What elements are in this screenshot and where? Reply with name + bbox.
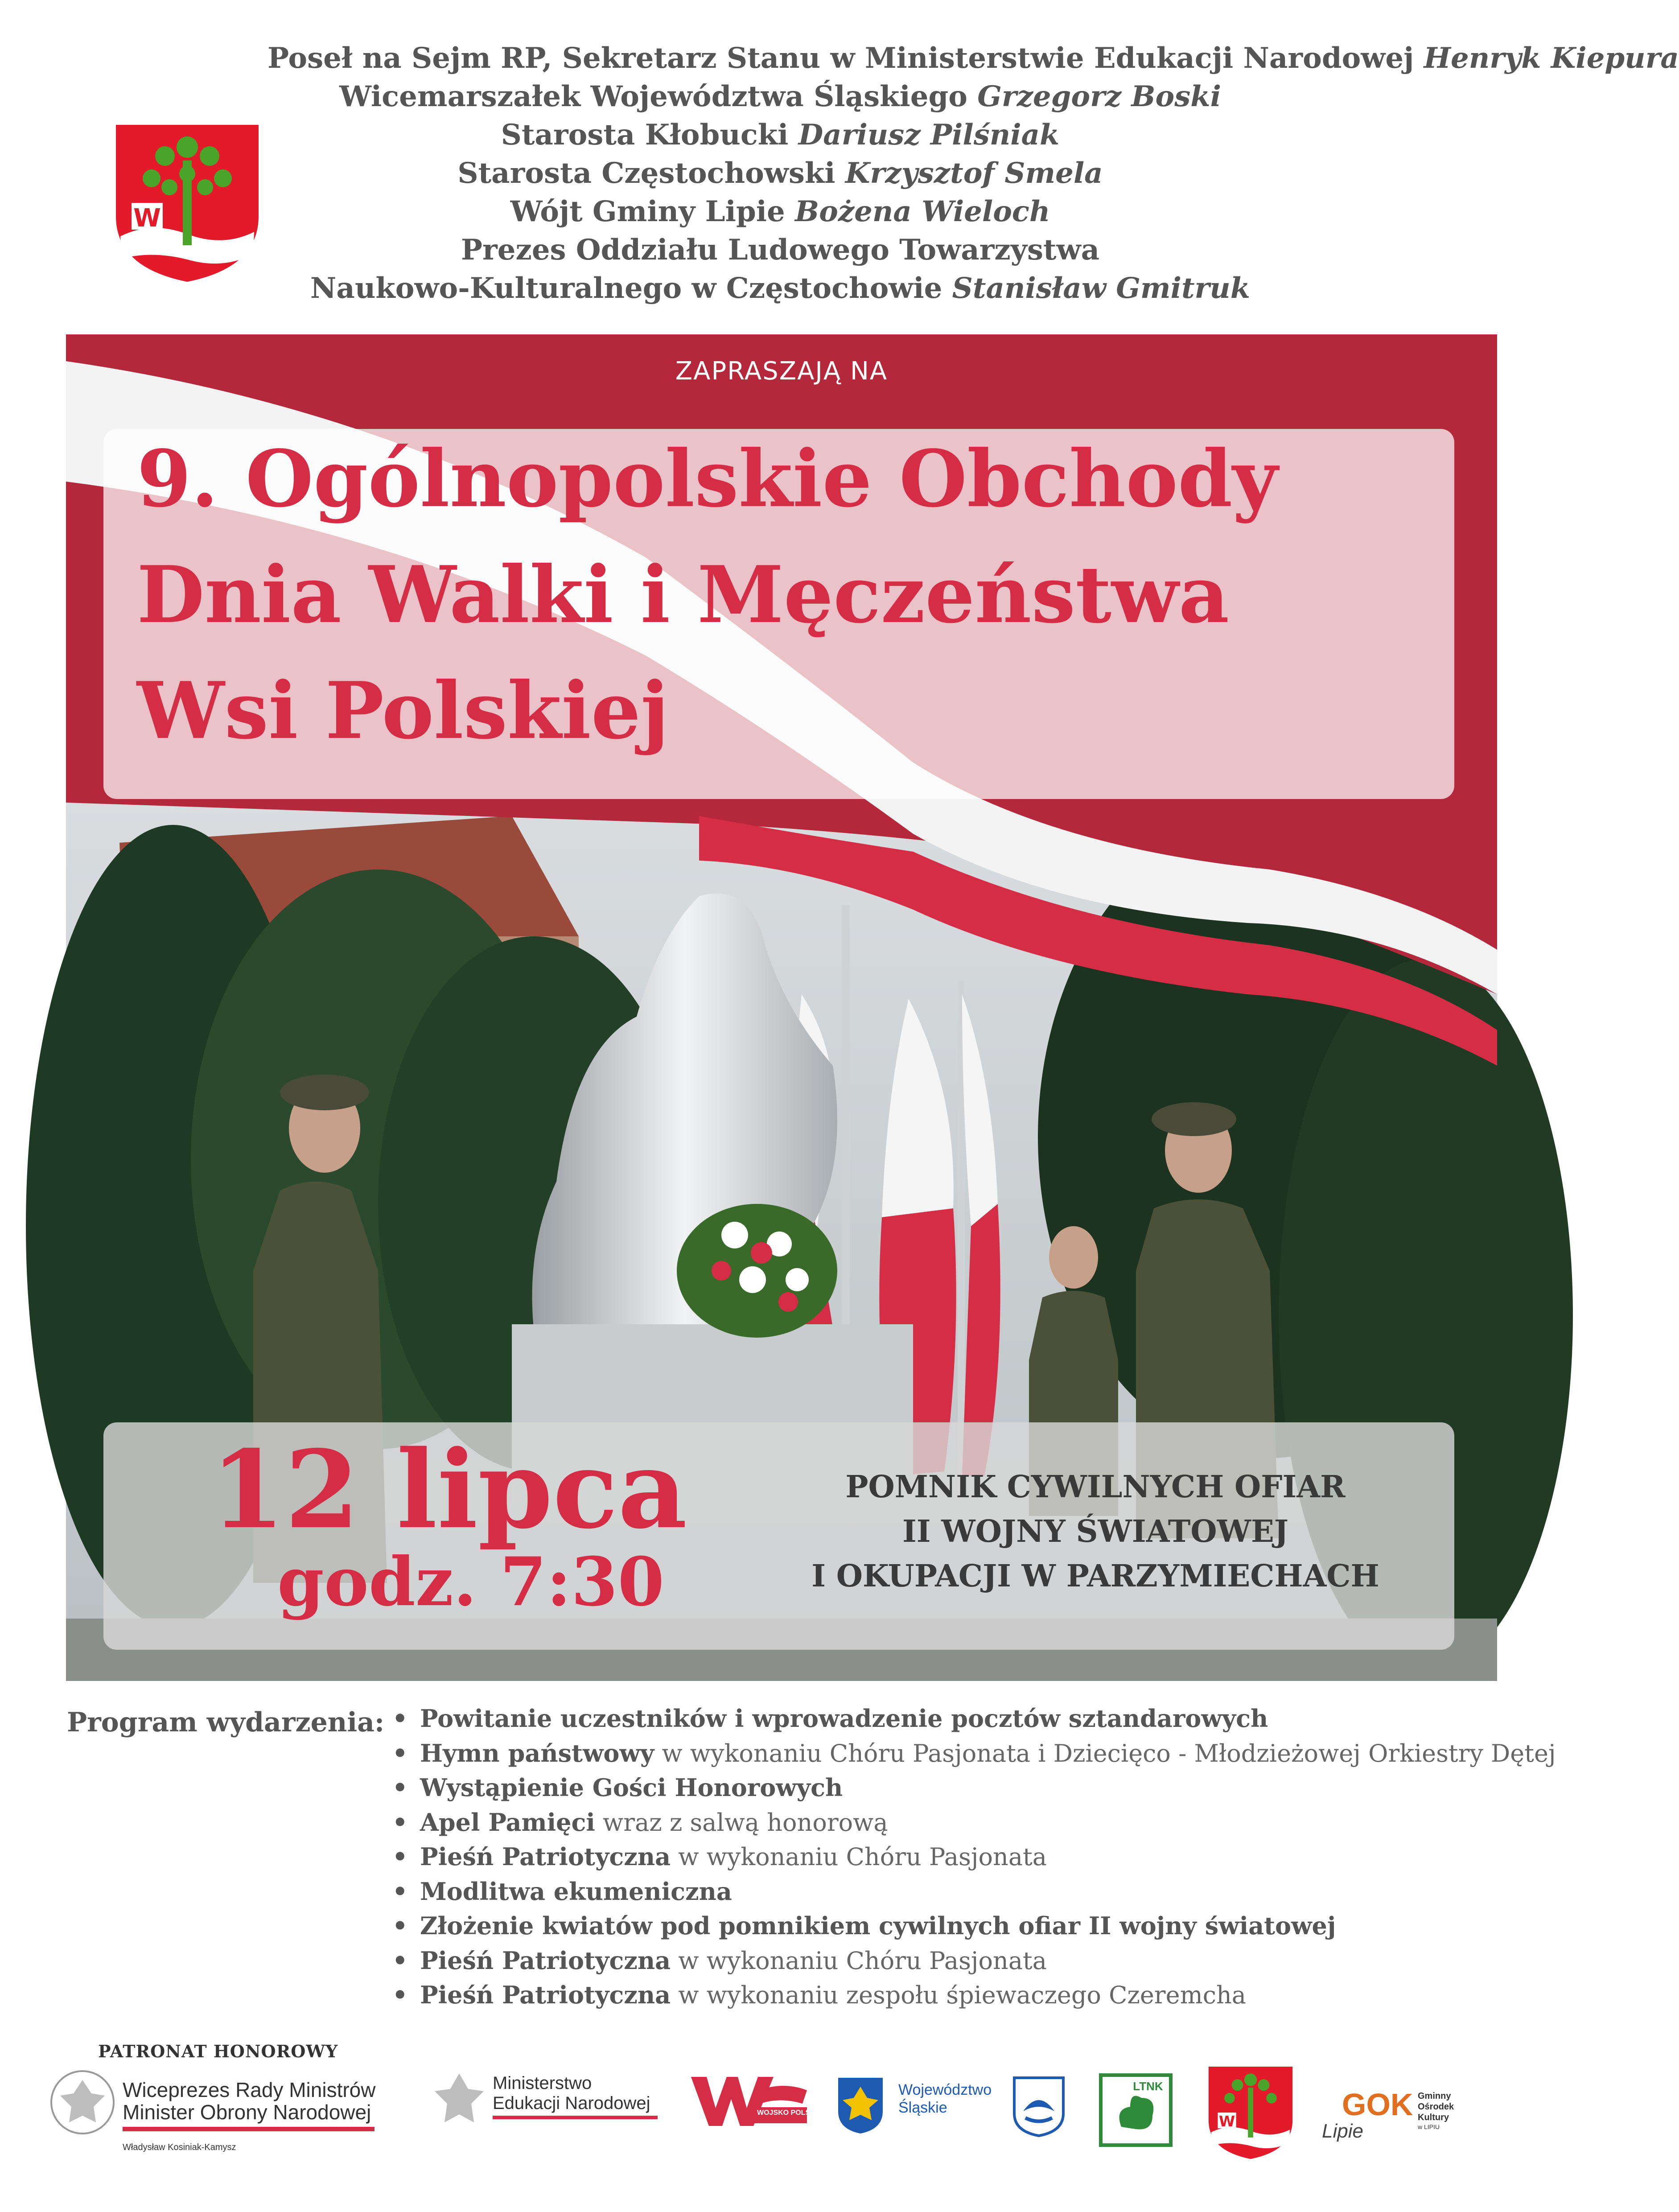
men-underline xyxy=(493,2116,658,2119)
event-place xyxy=(772,1465,1419,1598)
program-item: • Apel Pamięci wraz z salwą honorową xyxy=(392,1808,888,1837)
gok-logo-text: GOK xyxy=(1342,2087,1413,2122)
program-item: • Powitanie uczestników i wprowadzenie pocztów sztandarowych xyxy=(392,1704,1268,1733)
organizers-header xyxy=(267,39,1679,308)
lipie-coat-of-arms xyxy=(111,120,263,285)
men-line2: Edukacji Narodowej xyxy=(493,2093,650,2113)
invite-text: ZAPRASZAJĄ NA xyxy=(675,357,888,386)
patron-label: PATRONAT HONOROWY xyxy=(98,2041,338,2061)
gok-line1: Gminny xyxy=(1418,2091,1451,2101)
svg-text:W: W xyxy=(133,204,161,233)
wojsko-polskie-text: WOJSKO POLSKIE xyxy=(757,2109,822,2117)
program-label: Program wydarzenia: xyxy=(67,1707,385,1738)
program-item: • Modlitwa ekumeniczna xyxy=(392,1877,732,1906)
program-item: • Pieśń Patriotyczna w wykonaniu zespołu śpiewaczego Czeremcha xyxy=(392,1981,1246,2009)
place-line: II WOJNY ŚWIATOWEJ xyxy=(902,1514,1288,1549)
hero-banner xyxy=(66,334,1497,1681)
event-date: 12 lipca xyxy=(210,1427,687,1553)
program-item: • Hymn państwowy w wykonaniu Chóru Pasjonata i Dziecięco - Młodzieżowej Orkiestry Dętej xyxy=(392,1738,1556,1767)
organizer-line: Wójt Gminy Lipie Bożena Wieloch xyxy=(510,195,1050,228)
program-item: • Pieśń Patriotyczna w wykonaniu Chóru Pasjonata xyxy=(392,1842,1047,1871)
program-item: • Wystąpienie Gości Honorowych xyxy=(392,1773,843,1802)
date-place-box xyxy=(103,1422,1454,1650)
mon-line2: Minister Obrony Narodowej xyxy=(123,2101,371,2124)
men-line1: Ministerstwo xyxy=(493,2073,592,2093)
silesia-crest-icon xyxy=(836,2076,885,2136)
organizer-line: Naukowo-Kulturalnego w Częstochowie Stanisław Gmitruk xyxy=(310,272,1251,305)
gok-line3: Kultury xyxy=(1418,2113,1449,2122)
program-item: • Złożenie kwiatów pod pomnikiem cywilnych ofiar II wojny światowej xyxy=(392,1911,1336,1940)
organizer-line: Starosta Częstochowski Krzysztof Smela xyxy=(457,157,1103,190)
event-title-line: Wsi Polskiej xyxy=(137,665,669,757)
mon-name: Władysław Kosiniak-Kamysz xyxy=(123,2142,236,2152)
lipie-crest-small xyxy=(1206,2064,1295,2162)
place-line: I OKUPACJI W PARZYMIECHACH xyxy=(811,1558,1379,1594)
place-line: POMNIK CYWILNYCH OFIAR xyxy=(845,1469,1346,1505)
svg-text:W: W xyxy=(1218,2113,1235,2130)
event-title-line: Dnia Walki i Męczeństwa xyxy=(137,549,1229,641)
mon-line1: Wiceprezes Rady Ministrów xyxy=(123,2078,376,2101)
ltnk-text: LTNK xyxy=(1133,2080,1163,2093)
gok-line4: w LIPIU xyxy=(1418,2123,1440,2130)
polish-eagle-icon xyxy=(49,2069,116,2136)
organizer-line: Wicemarszałek Województwa Śląskiego Grzegorz Boski xyxy=(339,80,1221,113)
slask-line2: Śląskie xyxy=(898,2099,947,2116)
event-title-box xyxy=(103,429,1454,799)
program-list xyxy=(392,1701,1556,2013)
eagle-emblem-icon xyxy=(430,2069,488,2131)
county-crest-icon xyxy=(1012,2076,1066,2138)
program-item: • Pieśń Patriotyczna w wykonaniu Chóru Pasjonata xyxy=(392,1946,1047,1975)
wojsko-polskie-logo xyxy=(687,2072,811,2130)
event-time: godz. 7:30 xyxy=(277,1543,664,1621)
gok-lipie: Lipie xyxy=(1322,2120,1363,2142)
slask-line1: Województwo xyxy=(898,2081,992,2098)
organizer-line: Starosta Kłobucki Dariusz Pilśniak xyxy=(501,118,1060,152)
organizer-line: Poseł na Sejm RP, Sekretarz Stanu w Ministerstwie Edukacji Narodowej Henryk Kiepura xyxy=(267,41,1679,75)
organizer-line: Prezes Oddziału Ludowego Towarzystwa xyxy=(461,233,1100,267)
gok-line2: Ośrodek xyxy=(1418,2102,1454,2112)
mon-underline xyxy=(123,2127,374,2131)
event-title-line: 9. Ogólnopolskie Obchody xyxy=(137,433,1278,525)
ltnk-logo xyxy=(1099,2073,1173,2147)
